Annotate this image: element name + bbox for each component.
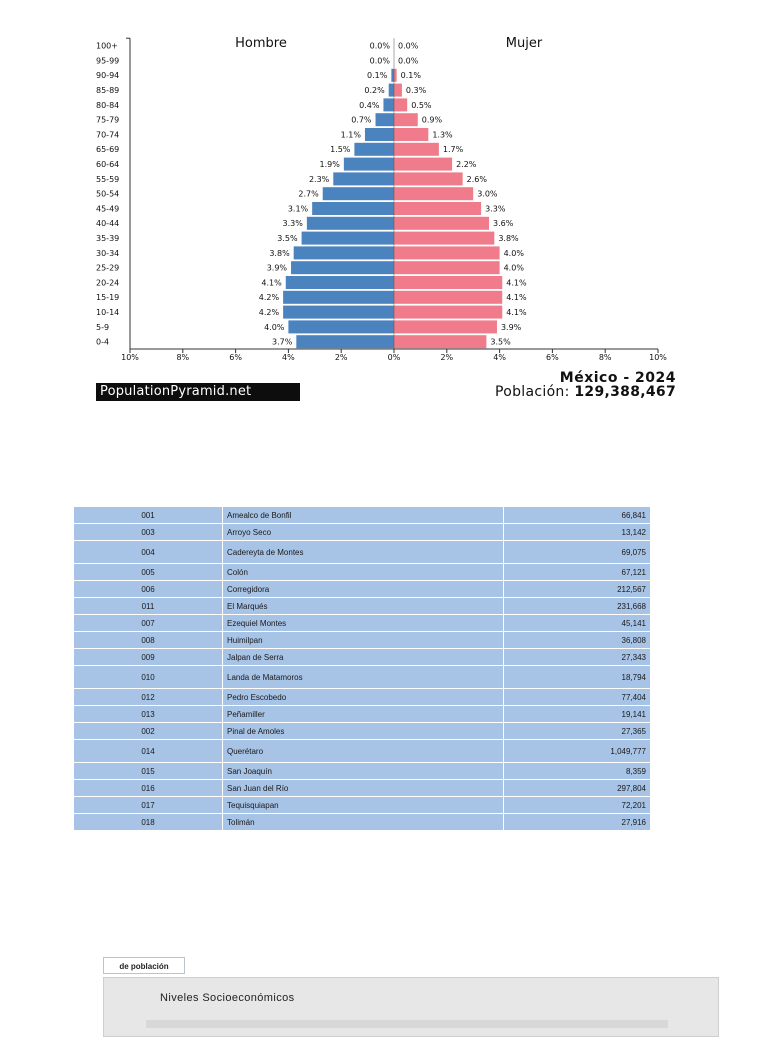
- bar-hombre: [323, 187, 394, 200]
- value-label-mujer: 4.1%: [506, 293, 527, 303]
- bar-mujer: [394, 202, 481, 215]
- x-tick-label: 10%: [649, 353, 667, 362]
- value-label-hombre: 3.1%: [287, 204, 309, 214]
- value-label-mujer: 3.8%: [498, 234, 519, 243]
- value-label-mujer: 3.5%: [490, 337, 511, 347]
- bar-hombre: [391, 69, 394, 82]
- cell-clave: 002: [74, 723, 223, 740]
- cell-poblacion: 27,343: [504, 649, 651, 666]
- age-label: 0-4: [96, 337, 110, 347]
- panel-bar: [146, 1020, 668, 1028]
- bar-mujer: [394, 335, 486, 348]
- bar-mujer: [394, 98, 407, 111]
- branding-label: PopulationPyramid.net: [96, 383, 300, 401]
- value-label-hombre: 0.0%: [369, 41, 390, 51]
- value-label-hombre: 0.4%: [359, 100, 380, 110]
- x-tick-label: 6%: [229, 353, 242, 362]
- age-label: 65-69: [96, 145, 120, 155]
- value-label-hombre: 1.5%: [330, 145, 351, 155]
- bar-mujer: [394, 143, 439, 156]
- bar-mujer: [394, 232, 494, 245]
- bar-mujer: [394, 158, 452, 171]
- cell-clave: 001: [74, 507, 223, 524]
- x-axis: [121, 38, 667, 362]
- table-row: [74, 666, 651, 689]
- cell-poblacion: 69,075: [504, 541, 651, 564]
- cell-clave: 017: [74, 797, 223, 814]
- age-label: 80-84: [96, 100, 120, 110]
- bar-hombre: [383, 98, 394, 111]
- cell-poblacion: 45,141: [504, 615, 651, 632]
- age-label: 75-79: [96, 115, 120, 125]
- cell-municipio: Amealco de Bonfil: [223, 507, 504, 524]
- bar-hombre: [286, 276, 394, 289]
- value-label-mujer: 3.3%: [485, 204, 506, 214]
- value-label-mujer: 0.9%: [421, 115, 443, 125]
- age-label: 100+: [96, 41, 118, 51]
- legend-mujer: Mujer: [505, 36, 543, 51]
- value-label-mujer: 1.7%: [442, 145, 464, 155]
- bar-hombre: [389, 84, 394, 97]
- value-label-hombre: 1.1%: [340, 130, 361, 140]
- value-label-mujer: 2.6%: [466, 174, 487, 184]
- bar-hombre: [312, 202, 394, 215]
- value-label-mujer: 4.0%: [503, 263, 524, 273]
- cell-clave: 005: [74, 564, 223, 581]
- bar-hombre: [283, 291, 394, 304]
- x-tick-label: 10%: [121, 353, 139, 362]
- table-row: [74, 632, 651, 649]
- cell-municipio: Tequisquiapan: [223, 797, 504, 814]
- cell-municipio: Corregidora: [223, 581, 504, 598]
- table-row: [74, 581, 651, 598]
- bar-mujer: [394, 172, 463, 185]
- bar-hombre: [344, 158, 394, 171]
- cell-poblacion: 231,668: [504, 598, 651, 615]
- table-row: [74, 524, 651, 541]
- value-label-mujer: 4.1%: [506, 278, 527, 288]
- bar-mujer: [394, 306, 502, 319]
- age-label: 55-59: [96, 174, 120, 184]
- bar-mujer: [394, 276, 502, 289]
- age-label: 30-34: [96, 248, 120, 258]
- pyramid-bars: [283, 69, 502, 348]
- cell-clave: 008: [74, 632, 223, 649]
- population-value: 129,388,467: [574, 384, 676, 400]
- value-label-mujer: 1.3%: [432, 130, 453, 140]
- value-label-hombre: 0.1%: [367, 71, 388, 81]
- x-tick-label: 0%: [387, 353, 401, 362]
- x-tick-label: 8%: [176, 353, 190, 362]
- age-label: 60-64: [96, 160, 120, 169]
- cell-poblacion: 67,121: [504, 564, 651, 581]
- age-label: 90-94: [96, 71, 120, 81]
- table-row: [74, 541, 651, 564]
- bar-mujer: [394, 113, 418, 126]
- cell-municipio: Landa de Matamoros: [223, 666, 504, 689]
- age-label: 85-89: [96, 86, 120, 95]
- value-label-hombre: 1.9%: [319, 160, 340, 169]
- cell-municipio: San Joaquín: [223, 763, 504, 780]
- age-label: 10-14: [96, 308, 120, 317]
- cell-clave: 011: [74, 598, 223, 615]
- cell-clave: 004: [74, 541, 223, 564]
- age-label: 20-24: [96, 278, 120, 288]
- cell-municipio: Colón: [223, 564, 504, 581]
- cell-poblacion: 19,141: [504, 706, 651, 723]
- bar-mujer: [394, 246, 500, 259]
- value-label-hombre: 3.9%: [266, 263, 288, 273]
- cell-municipio: El Marqués: [223, 598, 504, 615]
- cell-poblacion: 18,794: [504, 666, 651, 689]
- bar-mujer: [394, 69, 397, 82]
- value-label-hombre: 3.5%: [277, 234, 298, 243]
- cell-clave: 007: [74, 615, 223, 632]
- value-label-mujer: 0.0%: [398, 41, 419, 51]
- x-tick-label: 2%: [440, 353, 454, 362]
- cell-clave: 016: [74, 780, 223, 797]
- bar-mujer: [394, 128, 428, 141]
- value-label-hombre: 3.8%: [269, 248, 290, 258]
- population-label: Población:: [495, 384, 570, 400]
- cell-clave: 015: [74, 763, 223, 780]
- x-tick-label: 2%: [334, 353, 348, 362]
- bar-mujer: [394, 291, 502, 304]
- age-label: 35-39: [96, 234, 120, 243]
- value-label-mujer: 0.1%: [400, 71, 421, 81]
- table-row: [74, 564, 651, 581]
- cell-clave: 012: [74, 689, 223, 706]
- bar-mujer: [394, 84, 402, 97]
- table-row: [74, 740, 651, 763]
- cell-municipio: Pinal de Amoles: [223, 723, 504, 740]
- x-tick-label: 4%: [282, 353, 295, 362]
- cell-poblacion: 27,916: [504, 814, 651, 831]
- age-label: 40-44: [96, 219, 120, 229]
- value-label-mujer: 0.5%: [411, 100, 432, 110]
- value-label-hombre: 3.3%: [282, 219, 303, 229]
- value-label-hombre: 4.2%: [258, 308, 280, 317]
- cell-clave: 009: [74, 649, 223, 666]
- legend-hombre: Hombre: [235, 36, 287, 51]
- value-label-hombre: 2.7%: [298, 189, 319, 199]
- table-row: [74, 780, 651, 797]
- age-label: 50-54: [96, 189, 120, 199]
- cell-clave: 010: [74, 666, 223, 689]
- value-label-hombre: 4.2%: [258, 293, 280, 303]
- cell-poblacion: 13,142: [504, 524, 651, 541]
- bar-mujer: [394, 261, 500, 274]
- table-row: [74, 706, 651, 723]
- value-label-hombre: 3.7%: [271, 337, 293, 347]
- bar-hombre: [283, 306, 394, 319]
- value-label-mujer: 3.0%: [477, 189, 498, 199]
- bar-mujer: [394, 320, 497, 333]
- age-label: 5-9: [96, 322, 110, 332]
- age-label: 45-49: [96, 204, 120, 214]
- bar-hombre: [307, 217, 394, 230]
- x-tick-label: 6%: [546, 353, 559, 362]
- cell-clave: 006: [74, 581, 223, 598]
- cell-municipio: Jalpan de Serra: [223, 649, 504, 666]
- cell-poblacion: 27,365: [504, 723, 651, 740]
- table-row: [74, 723, 651, 740]
- cell-poblacion: 77,404: [504, 689, 651, 706]
- value-label-hombre: 0.0%: [369, 56, 390, 66]
- cell-clave: 003: [74, 524, 223, 541]
- value-label-hombre: 2.3%: [308, 174, 330, 184]
- value-label-mujer: 4.0%: [503, 248, 524, 258]
- bar-hombre: [354, 143, 394, 156]
- cell-clave: 013: [74, 706, 223, 723]
- value-label-mujer: 0.3%: [405, 86, 427, 95]
- value-label-hombre: 0.7%: [351, 115, 372, 125]
- cell-poblacion: 1,049,777: [504, 740, 651, 763]
- section-tag[interactable]: de población: [103, 957, 185, 974]
- bar-hombre: [333, 172, 394, 185]
- age-group-labels: [96, 42, 119, 347]
- bar-hombre: [365, 128, 394, 141]
- table-row: [74, 598, 651, 615]
- population-pyramid-chart: [0, 0, 768, 420]
- age-label: 15-19: [96, 293, 120, 303]
- age-label: 25-29: [96, 263, 120, 273]
- age-label: 95-99: [96, 56, 120, 66]
- cell-poblacion: 212,567: [504, 581, 651, 598]
- cell-municipio: Peñamiller: [223, 706, 504, 723]
- table-row: [74, 649, 651, 666]
- bar-mujer: [394, 187, 473, 200]
- cell-municipio: Ezequiel Montes: [223, 615, 504, 632]
- x-tick-label: 4%: [493, 353, 506, 362]
- cell-municipio: Cadereyta de Montes: [223, 541, 504, 564]
- value-label-mujer: 3.6%: [493, 219, 514, 229]
- socioeconomic-panel: [103, 977, 719, 1037]
- cell-municipio: San Juan del Río: [223, 780, 504, 797]
- population-total: [495, 384, 676, 400]
- cell-municipio: Querétaro: [223, 740, 504, 763]
- cell-municipio: Arroyo Seco: [223, 524, 504, 541]
- table-row: [74, 797, 651, 814]
- cell-poblacion: 297,804: [504, 780, 651, 797]
- cell-poblacion: 72,201: [504, 797, 651, 814]
- age-label: 70-74: [96, 130, 120, 140]
- value-label-mujer: 3.9%: [500, 322, 522, 332]
- cell-municipio: Pedro Escobedo: [223, 689, 504, 706]
- table-row: [74, 689, 651, 706]
- table-row: [74, 615, 651, 632]
- cell-municipio: Huimilpan: [223, 632, 504, 649]
- cell-poblacion: 36,808: [504, 632, 651, 649]
- bar-hombre: [294, 246, 394, 259]
- value-label-mujer: 0.0%: [398, 56, 419, 66]
- cell-municipio: Tolimán: [223, 814, 504, 831]
- bar-hombre: [288, 320, 394, 333]
- table-row: [74, 507, 651, 524]
- value-label-mujer: 4.1%: [506, 308, 527, 317]
- table-row: [74, 763, 651, 780]
- value-label-hombre: 4.1%: [261, 278, 282, 288]
- value-label-hombre: 0.2%: [364, 86, 385, 95]
- municipios-table: [73, 506, 651, 831]
- bar-hombre: [291, 261, 394, 274]
- x-tick-label: 8%: [598, 353, 612, 362]
- cell-poblacion: 8,359: [504, 763, 651, 780]
- bar-mujer: [394, 217, 489, 230]
- value-label-hombre: 4.0%: [264, 322, 285, 332]
- country-year-title: México - 2024: [559, 370, 676, 386]
- table-row: [74, 814, 651, 831]
- bar-hombre: [376, 113, 394, 126]
- cell-poblacion: 66,841: [504, 507, 651, 524]
- panel-title: Niveles Socioeconómicos: [160, 992, 295, 1004]
- cell-clave: 014: [74, 740, 223, 763]
- bar-hombre: [296, 335, 394, 348]
- cell-clave: 018: [74, 814, 223, 831]
- value-label-mujer: 2.2%: [456, 160, 477, 169]
- bar-hombre: [302, 232, 394, 245]
